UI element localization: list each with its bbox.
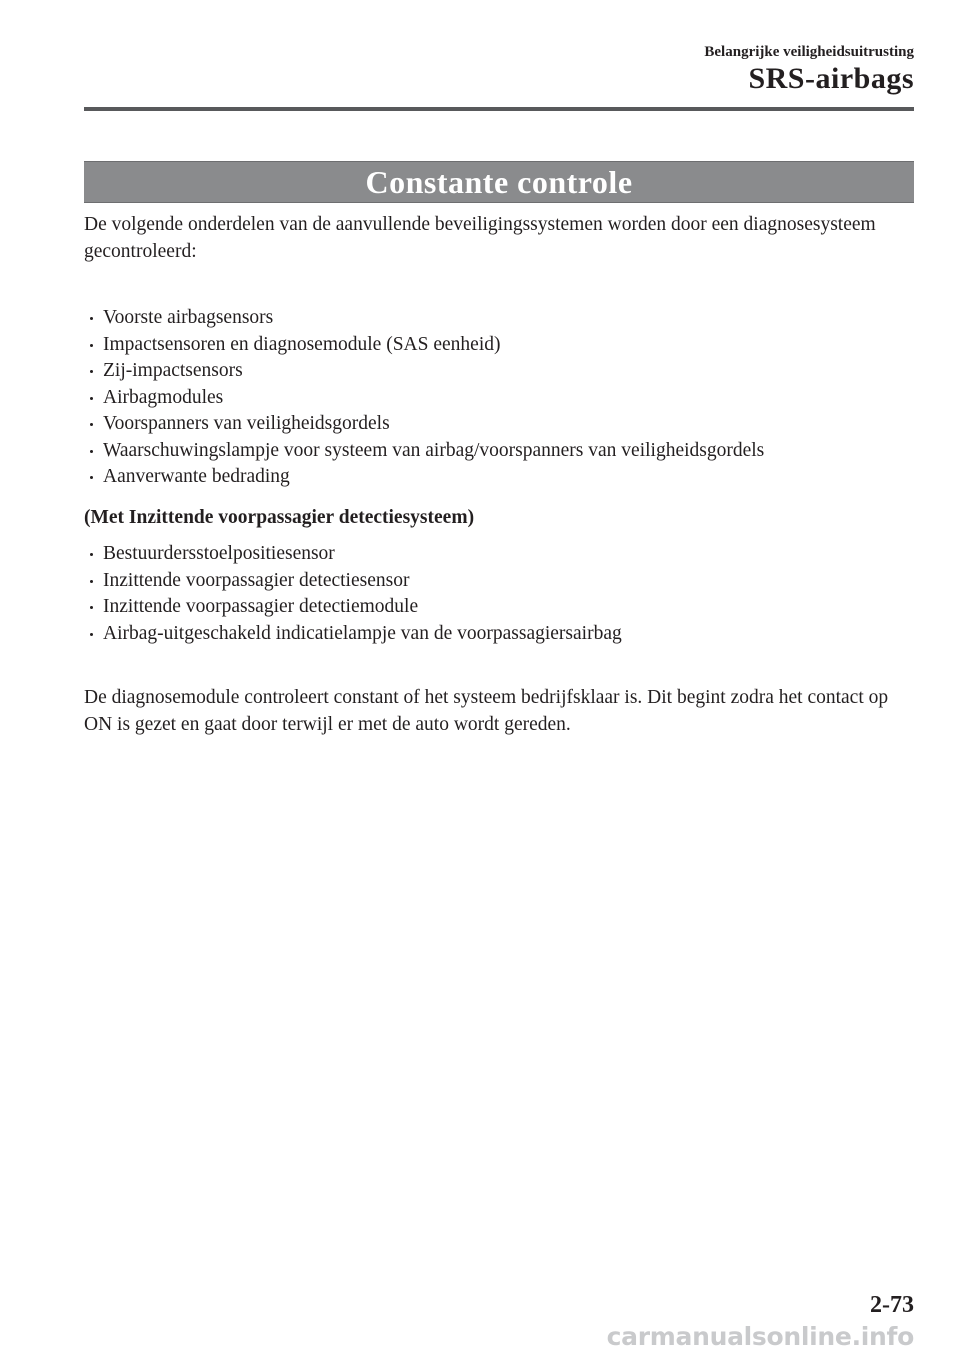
bullet-icon [90,317,93,320]
list-item-text: Bestuurdersstoelpositiesensor [103,543,335,564]
list-item [84,411,914,438]
subheading: (Met Inzittende voorpassagier detectiesysteem) [84,506,475,528]
bullet-icon [90,553,93,556]
closing-paragraph: De diagnosemodule controleert constant of het systeem bedrijfsklaar is. Dit begint zodra het contact op ON is gezet en gaat door terwijl er met de auto wordt gereden. [84,687,889,735]
bullet-icon [90,370,93,373]
sub-component-list [84,541,914,647]
list-item-text: Inzittende voorpassagier detectiemodule [103,596,419,617]
bullet-icon [90,606,93,609]
list-item-text: Voorste airbagsensors [103,307,274,328]
list-item [84,305,914,332]
list-item [84,594,914,621]
header-divider [84,107,914,111]
list-item-text: Zij-impactsensors [103,360,243,381]
section-heading: Constante controle [365,164,633,200]
list-item-text: Waarschuwingslampje voor systeem van airbag/voorspanners van veiligheidsgordels [103,439,765,461]
list-item-text: Inzittende voorpassagier detectiesensor [103,569,410,591]
list-item [84,621,914,648]
component-list [84,305,914,491]
list-item [84,568,914,595]
bullet-icon [90,450,93,453]
page-title: SRS-airbags [748,62,914,95]
list-item-text: Aanverwante bedrading [103,466,290,487]
bullet-icon [90,476,93,479]
main-content [84,212,914,738]
header-section-label: Belangrijke veiligheidsuitrusting [704,44,914,60]
list-item-text: Voorspanners van veiligheidsgordels [103,413,390,434]
bullet-icon [90,633,93,636]
page-number: 2-73 [870,1292,914,1318]
list-item [84,541,914,568]
list-item [84,358,914,385]
intro-paragraph: De volgende onderdelen van de aanvullende beveiligingssystemen worden door een diagnosesysteem gecontroleerd: [84,214,876,262]
list-item [84,332,914,359]
bullet-icon [90,423,93,426]
list-item-text: Airbag-uitgeschakeld indicatielampje van de voorpassagiersairbag [103,622,622,644]
list-item [84,385,914,412]
list-item [84,464,914,491]
section-heading-bar [84,161,914,203]
bullet-icon [90,397,93,400]
list-item-text: Airbagmodules [103,386,224,408]
list-item-text: Impactsensoren en diagnosemodule (SAS eenheid) [103,333,501,355]
bullet-icon [90,580,93,583]
watermark: carmanualsonline.info [606,1322,914,1351]
list-item [84,438,914,465]
bullet-icon [90,344,93,347]
